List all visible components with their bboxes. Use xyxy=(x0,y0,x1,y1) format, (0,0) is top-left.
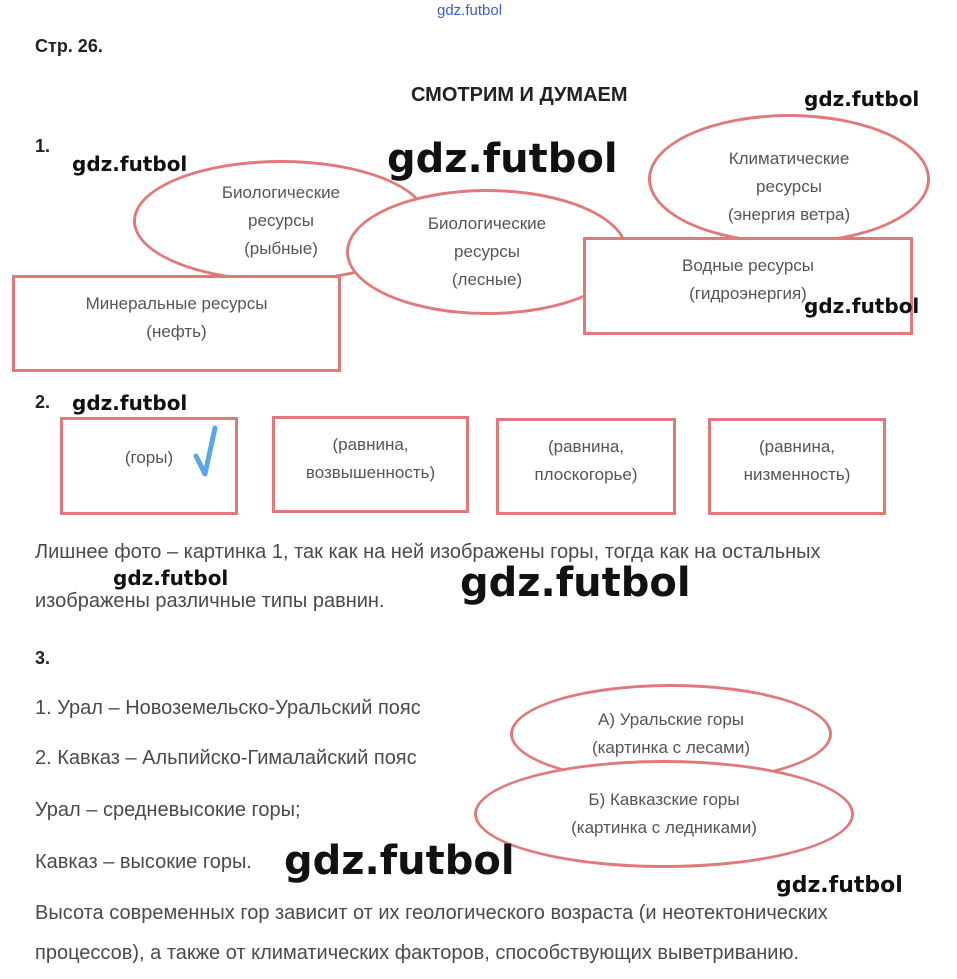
watermark: gdz.futbol xyxy=(804,294,920,318)
watermark: gdz.futbol xyxy=(387,136,618,182)
oval-text: (картинка с лесами) xyxy=(591,738,751,757)
box-mineral xyxy=(12,275,341,372)
oval-text: Климатические xyxy=(728,149,850,168)
oval-climate xyxy=(648,114,930,244)
page-number: Стр. 26. xyxy=(35,36,103,56)
oval-text: ресурсы xyxy=(454,241,520,261)
box-text: (нефть) xyxy=(146,322,207,342)
task2-answer-line1: Лишнее фото – картинка 1, так как на ней изображены горы, тогда как на остальных xyxy=(35,541,821,563)
watermark: gdz.futbol xyxy=(284,838,515,884)
watermark-top: gdz.futbol xyxy=(437,2,503,19)
oval-text: (лесные) xyxy=(451,270,523,290)
oval-text: Биологические xyxy=(221,182,341,202)
oval-text: А) Уральские горы xyxy=(597,709,744,729)
box-text: Водные ресурсы xyxy=(681,256,814,275)
task3-line1: 1. Урал – Новоземельско-Уральский пояс xyxy=(35,697,421,719)
watermark: gdz.futbol xyxy=(113,566,229,590)
photo-box-3 xyxy=(496,418,676,515)
watermark: gdz.futbol xyxy=(72,391,188,415)
task2-answer-line2: изображены различные типы равнин. xyxy=(35,590,385,612)
photo-box-4 xyxy=(708,418,886,515)
watermark: gdz.futbol xyxy=(776,873,903,898)
watermark: gdz.futbol xyxy=(460,560,691,606)
task3-conclusion1: Высота современных гор зависит от их геологического возраста (и неотектонических xyxy=(35,902,828,924)
box-text: (горы) xyxy=(124,448,174,467)
box-text: возвышенность) xyxy=(305,463,436,483)
oval-text: (картинка с ледниками) xyxy=(571,818,757,837)
oval-text: (рыбные) xyxy=(244,239,318,259)
box-water xyxy=(583,237,913,335)
task2-number: 2. xyxy=(35,392,51,412)
oval-text: Б) Кавказские горы xyxy=(588,789,740,809)
task3-line4: Кавказ – высокие горы. xyxy=(35,851,252,873)
oval-text: Биологические xyxy=(427,213,547,233)
checkmark-icon xyxy=(193,424,219,480)
box-text: Минеральные ресурсы xyxy=(85,294,268,313)
photo-box-2 xyxy=(272,416,469,513)
box-text: плоскогорье) xyxy=(534,465,638,485)
section-title: СМОТРИМ И ДУМАЕМ xyxy=(411,84,628,106)
box-text: (равнина, xyxy=(758,437,836,456)
oval-text: (энергия ветра) xyxy=(727,205,851,225)
task3-line3: Урал – средневысокие горы; xyxy=(35,799,301,821)
oval-text: ресурсы xyxy=(756,177,822,197)
task3-number: 3. xyxy=(35,648,51,668)
oval-caucasus xyxy=(474,760,854,868)
task3-line2: 2. Кавказ – Альпийско-Гималайский пояс xyxy=(35,747,417,769)
task3-conclusion2: процессов), а также от климатических факторов, способствующих выветриванию. xyxy=(35,942,799,964)
watermark: gdz.futbol xyxy=(804,87,920,111)
task1-number: 1. xyxy=(35,136,51,156)
box-text: (гидроэнергия) xyxy=(689,284,807,304)
watermark: gdz.futbol xyxy=(72,152,188,176)
box-text: (равнина, xyxy=(547,437,625,456)
box-text: (равнина, xyxy=(332,435,409,454)
oval-text: ресурсы xyxy=(248,210,314,230)
box-text: низменность) xyxy=(743,465,851,485)
